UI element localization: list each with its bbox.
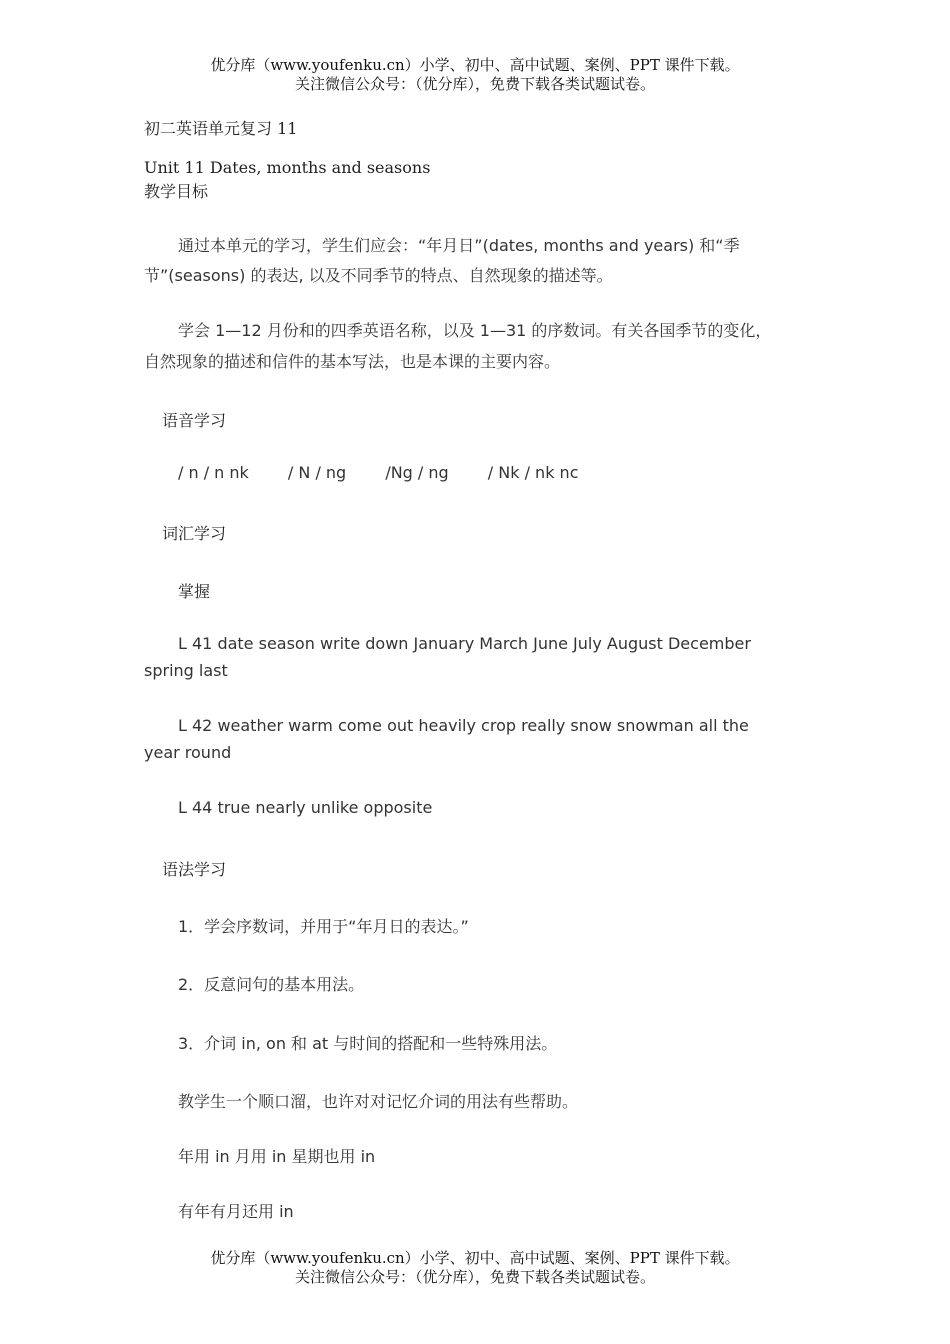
footer-line-2: 关注微信公众号：（优分库），免费下载各类试题试卷。 bbox=[294, 1268, 655, 1286]
phonetic-item: / Nk / nk nc bbox=[487, 463, 579, 482]
rhyme-line-2: 有年有月还用 in bbox=[178, 1202, 294, 1221]
lesson-41-line-2: spring last bbox=[144, 661, 228, 680]
rhyme-line-1: 年用 in 月用 in 星期也用 in bbox=[178, 1147, 376, 1166]
objective-1-line-2: 节”(seasons) 的表达, 以及不同季节的特点、自然现象的描述等。 bbox=[144, 266, 613, 285]
phonetics-list bbox=[178, 463, 612, 482]
grammar-heading: 语法学习 bbox=[162, 860, 227, 879]
phonetics-heading: 语音学习 bbox=[162, 411, 227, 430]
phonetic-item: / N / ng bbox=[287, 463, 347, 482]
objective-1-line-1: 通过本单元的学习，学生们应会：“年月日”(dates, months and years) 和“季 bbox=[178, 236, 740, 255]
grammar-point-2: 2．反意问句的基本用法。 bbox=[178, 975, 365, 994]
unit-title: Unit 11 Dates, months and seasons bbox=[144, 158, 431, 177]
lesson-42-line-1: L 42 weather warm come out heavily crop really snow snowman all the bbox=[178, 716, 749, 735]
objectives-heading: 教学目标 bbox=[144, 182, 209, 201]
grammar-point-1: 1．学会序数词，并用于“年月日的表达。” bbox=[178, 917, 469, 936]
vocab-heading: 词汇学习 bbox=[162, 524, 227, 543]
lesson-41-line-1: L 41 date season write down January March June July August December bbox=[178, 634, 751, 653]
footer-line-1: 优分库（www.youfenku.cn）小学、初中、高中试题、案例、PPT 课件下载。 bbox=[210, 1249, 740, 1267]
page-footer bbox=[0, 1249, 950, 1287]
objective-2-line-2: 自然现象的描述和信件的基本写法，也是本课的主要内容。 bbox=[144, 352, 561, 371]
lesson-44: L 44 true nearly unlike opposite bbox=[178, 798, 433, 817]
document-title: 初二英语单元复习 11 bbox=[144, 119, 298, 138]
phonetic-item: / n / n nk bbox=[178, 463, 249, 482]
lesson-42-line-2: year round bbox=[144, 743, 232, 762]
page-header bbox=[0, 56, 950, 94]
header-line-1: 优分库（www.youfenku.cn）小学、初中、高中试题、案例、PPT 课件下载。 bbox=[210, 56, 740, 74]
phonetic-item: /Ng / ng bbox=[385, 463, 449, 482]
objective-2-line-1: 学会 1—12 月份和的四季英语名称，以及 1—31 的序数词。有关各国季节的变化， bbox=[178, 321, 772, 340]
vocab-master-label: 掌握 bbox=[178, 582, 211, 601]
grammar-point-3: 3．介词 in, on 和 at 与时间的搭配和一些特殊用法。 bbox=[178, 1034, 558, 1053]
header-line-2: 关注微信公众号：（优分库），免费下载各类试题试卷。 bbox=[294, 75, 655, 93]
rhyme-intro: 教学生一个顺口溜，也许对对记忆介词的用法有些帮助。 bbox=[178, 1092, 579, 1111]
